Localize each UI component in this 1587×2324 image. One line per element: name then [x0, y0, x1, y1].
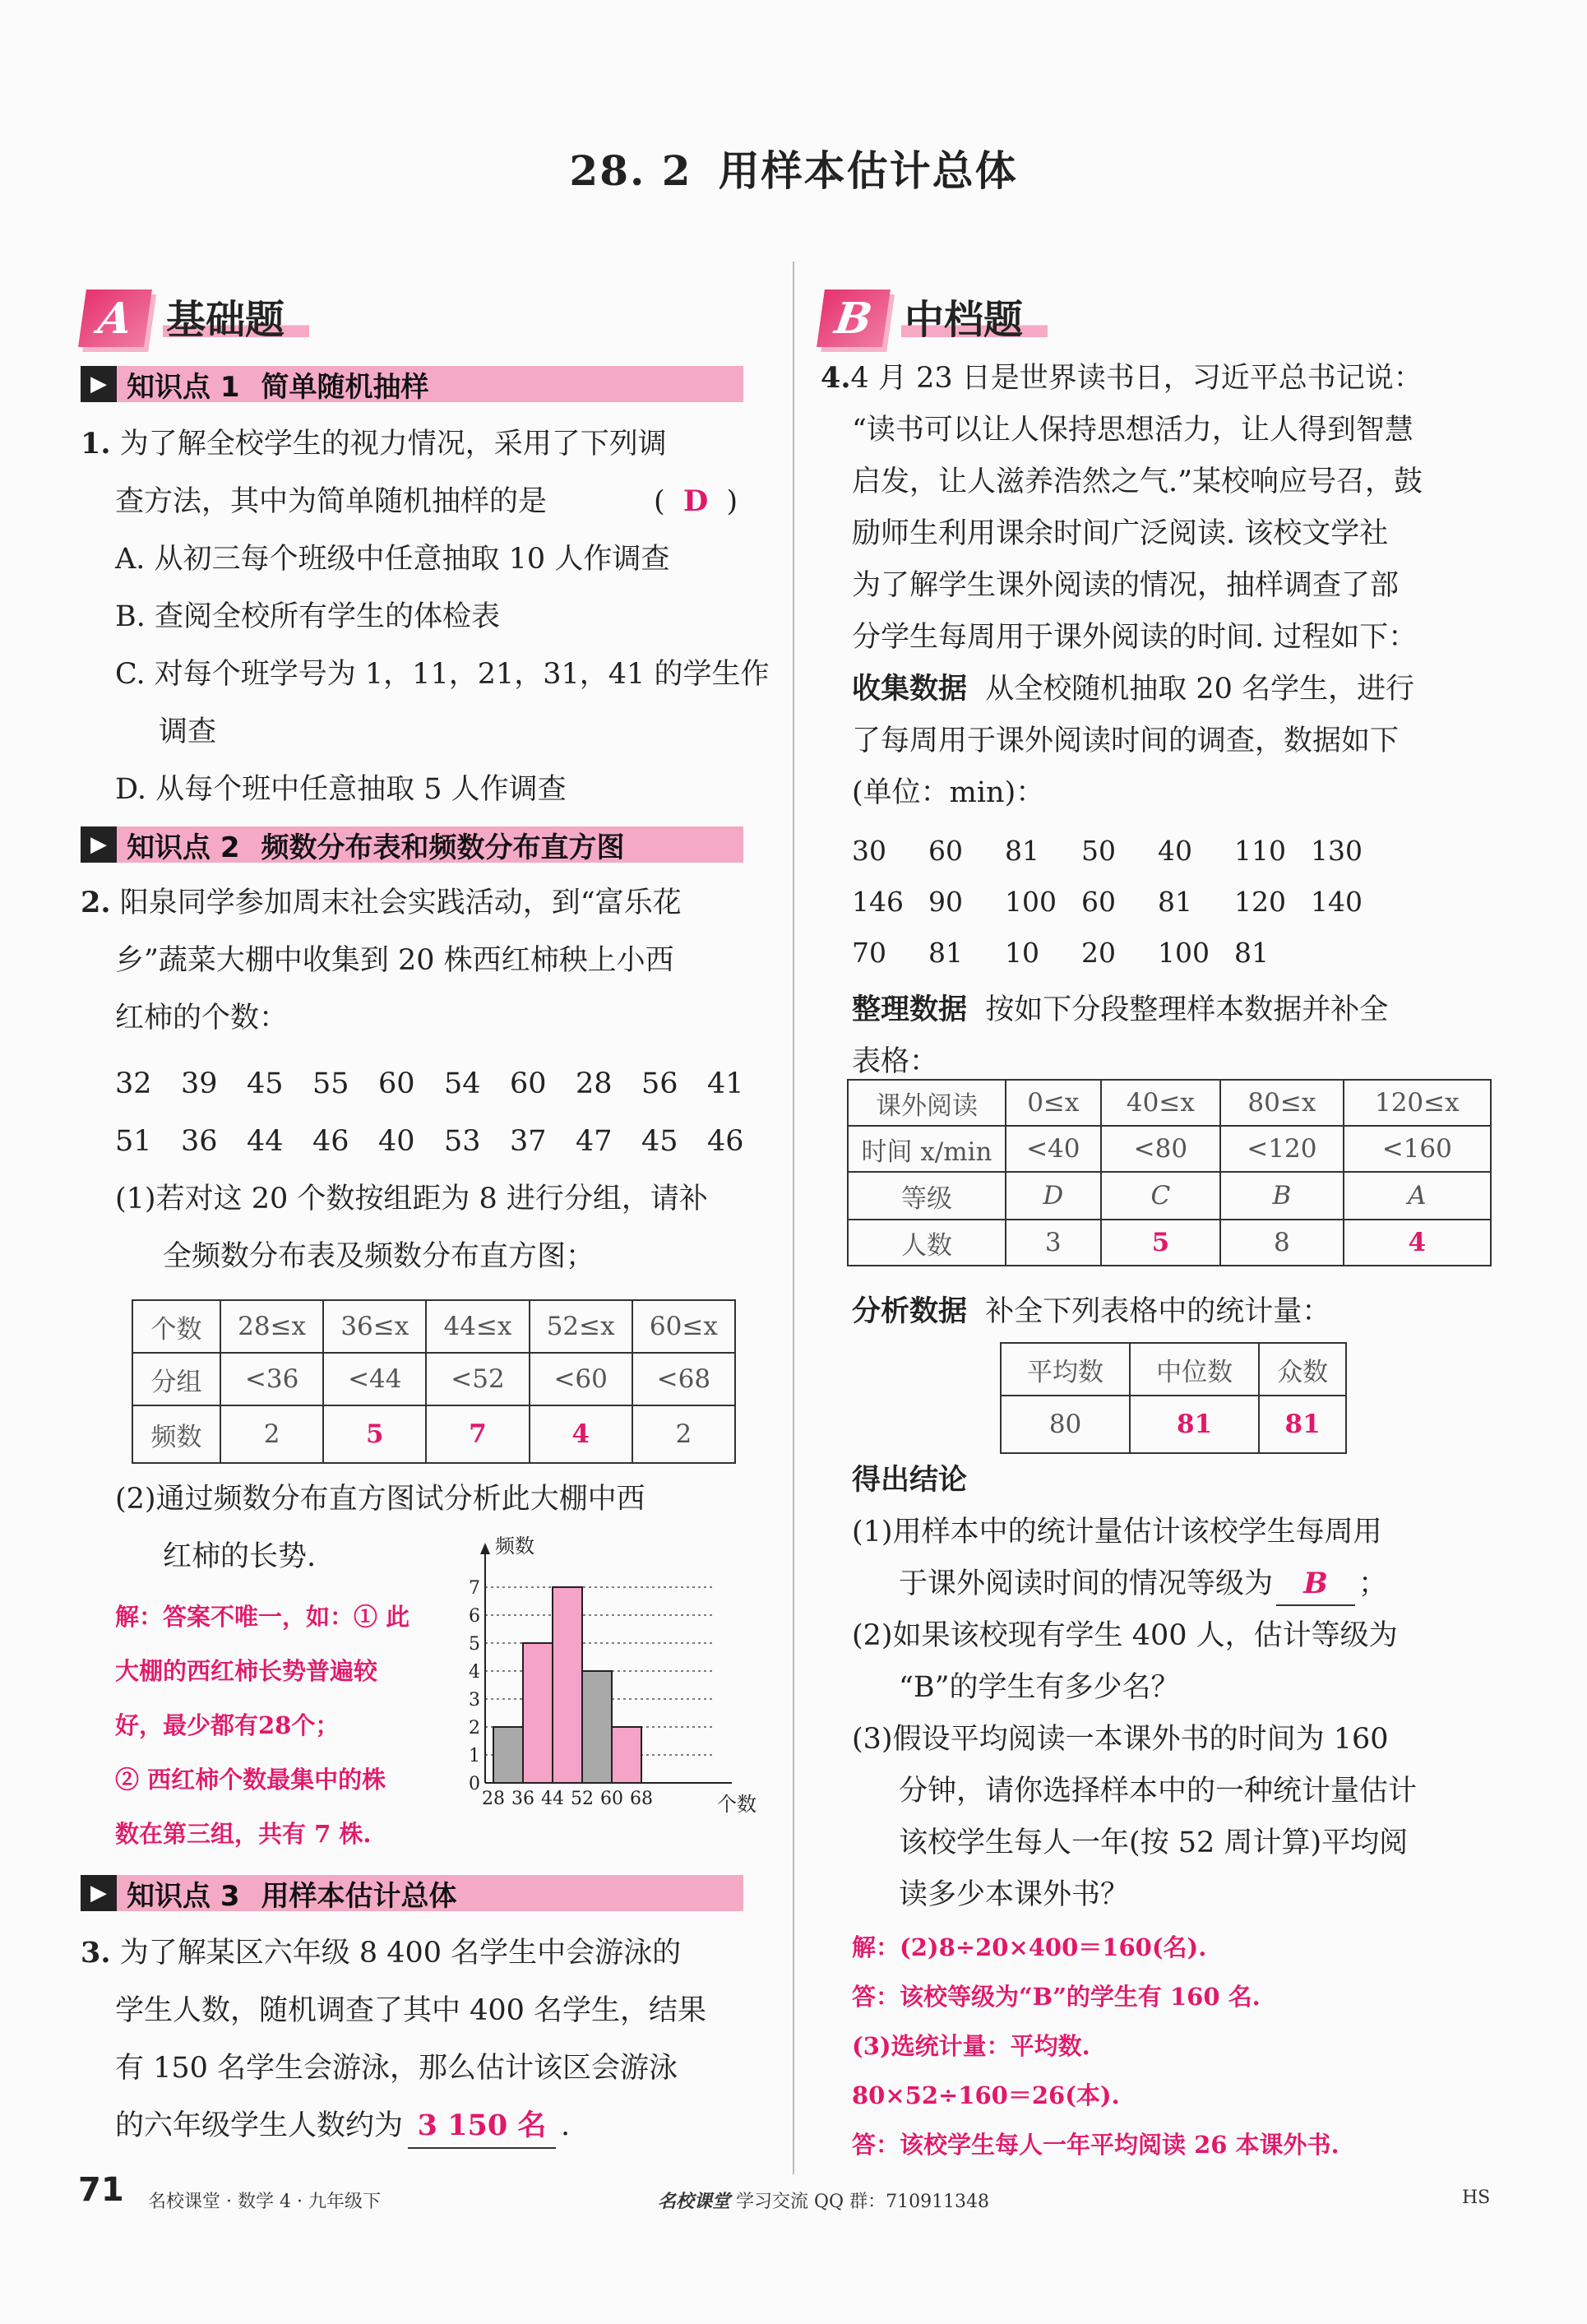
data-value: 81 — [1005, 835, 1039, 867]
q4-data-row-3 — [852, 924, 1311, 982]
data-value: 110 — [1234, 835, 1286, 867]
q4-data-row-1 — [852, 822, 1387, 880]
section-a-badge — [82, 288, 309, 348]
data-value: 10 — [1005, 937, 1039, 969]
data-value: 45 — [641, 1125, 678, 1158]
q2-line2: 乡”蔬菜大棚中收集到 20 株西红柿秧上小西 — [115, 944, 674, 977]
q4-solution-line4: 80×52÷160＝26(本). — [852, 2081, 1120, 2109]
data-value: 90 — [928, 886, 963, 918]
footer-code: HS — [1462, 2187, 1491, 2208]
q4-collect-line2: 了每周用于课外阅读时间的调查，数据如下 — [852, 725, 1400, 757]
play-icon: ▶ — [81, 826, 117, 863]
data-value: 36 — [181, 1125, 218, 1158]
data-value: 41 — [707, 1067, 744, 1100]
data-value: 56 — [641, 1067, 678, 1100]
section-b-label: 中档题 — [901, 288, 1048, 348]
q1-option-b: B. 查阅全校所有学生的体检表 — [115, 600, 500, 633]
q1-option-d: D. 从每个班中任意抽取 5 人作调查 — [115, 773, 567, 806]
q3-line3: 有 150 名学生会游泳，那么估计该区会游泳 — [115, 2052, 678, 2085]
x-tick-label: 44 — [541, 1789, 564, 1809]
histogram-bar — [553, 1587, 582, 1783]
data-value: 53 — [444, 1125, 481, 1158]
q4-c3-line2: 分钟，请你选择样本中的一种统计量估计 — [899, 1775, 1418, 1808]
q2-line1: 2. 阳泉同学参加周末社会实践活动，到“富乐花 — [81, 886, 682, 919]
data-value: 46 — [312, 1125, 349, 1158]
y-tick-label: 1 — [469, 1746, 480, 1766]
data-value: 146 — [852, 886, 904, 918]
q4-solution-line3: (3)选统计量：平均数. — [852, 2032, 1090, 2060]
data-value: 50 — [1081, 835, 1116, 867]
column-divider — [793, 262, 794, 2174]
collect-label: 收集数据 — [852, 673, 968, 706]
x-tick-label: 68 — [630, 1789, 653, 1809]
q2-solution-line2: 大棚的西红柿长势普遍较 — [115, 1657, 378, 1685]
q2-solution-line5: 数在第三组，共有 7 株. — [115, 1820, 372, 1848]
section-a-label: 基础题 — [163, 288, 309, 348]
data-value: 40 — [378, 1125, 415, 1158]
y-tick-label: 4 — [469, 1662, 480, 1683]
q4-c3-line4: 读多少本课外书？ — [899, 1878, 1130, 1911]
q2-data-row-1 — [115, 1055, 773, 1113]
q2-solution-line1: 解：答案不唯一，如：① 此 — [115, 1603, 410, 1631]
data-value: 60 — [1081, 886, 1116, 918]
data-value: 81 — [1234, 937, 1269, 969]
x-tick-label: 60 — [600, 1789, 623, 1809]
q4-c1-line2: 于课外阅读时间的情况等级为 B ； — [899, 1555, 1387, 1613]
q4-stats-table: 平均数 中位数 众数 80 81 81 — [1000, 1342, 1347, 1454]
data-value: 40 — [1158, 835, 1192, 867]
q4-collect-line1: 收集数据 从全校随机抽取 20 名学生，进行 — [852, 673, 1415, 706]
q1-answer-paren: ( D ) — [654, 484, 738, 518]
data-value: 81 — [928, 937, 963, 969]
histogram-bar — [493, 1727, 523, 1783]
data-value: 100 — [1158, 937, 1210, 969]
kp2-topic: 频数分布表和频数分布直方图 — [261, 831, 625, 864]
q4-line5: 为了解学生课外阅读的情况，抽样调查了部 — [852, 569, 1400, 602]
data-value: 30 — [852, 835, 886, 867]
analyze-label: 分析数据 — [852, 1295, 968, 1328]
data-value: 20 — [1081, 937, 1116, 969]
data-value: 54 — [444, 1067, 481, 1100]
data-value: 60 — [510, 1067, 547, 1100]
q4-solution-line5: 答：该校学生每人一年平均阅读 26 本课外书. — [852, 2131, 1339, 2159]
q4-c3-line1: (3)假设平均阅读一本课外书的时间为 160 — [852, 1723, 1389, 1756]
q4-c1-answer: B — [1276, 1563, 1355, 1606]
kp1-title: 知识点 1 — [127, 370, 240, 404]
q4-number: 4. — [821, 361, 851, 395]
q1-number: 1. — [81, 427, 111, 461]
y-axis-label: 频数 — [495, 1536, 534, 1558]
data-value: 140 — [1311, 886, 1363, 918]
data-value: 45 — [247, 1067, 284, 1100]
q4-collect-line3: (单位：min)： — [852, 776, 1045, 809]
kp3-title: 知识点 3 — [127, 1879, 240, 1913]
organize-label: 整理数据 — [852, 993, 968, 1026]
histogram-bar — [612, 1727, 641, 1783]
q2-solution-line3: 好，最少都有28个； — [115, 1711, 340, 1739]
q4-organize-line1: 整理数据 按如下分段整理样本数据并补全 — [852, 993, 1389, 1026]
q4-analyze-line: 分析数据 补全下列表格中的统计量： — [852, 1295, 1331, 1328]
q4-c1-line1: (1)用样本中的统计量估计该校学生每周用 — [852, 1516, 1382, 1549]
q1-option-c: C. 对每个班学号为 1，11，21，31，41 的学生作 — [115, 658, 770, 691]
data-value: 60 — [378, 1067, 415, 1100]
footer-brand-logo: 名校课堂 — [658, 2191, 731, 2212]
histogram-bar — [523, 1643, 553, 1783]
footer-book: 名校课堂 · 数学 4 · 九年级下 — [148, 2192, 381, 2212]
q4-data-row-2 — [852, 873, 1387, 931]
q2-number: 2. — [81, 886, 111, 919]
data-value: 39 — [181, 1067, 218, 1100]
data-value: 120 — [1234, 886, 1286, 918]
y-tick-label: 2 — [469, 1718, 480, 1738]
y-tick-label: 5 — [469, 1634, 480, 1655]
x-tick-label: 28 — [482, 1789, 505, 1809]
y-tick-label: 6 — [469, 1606, 480, 1627]
q4-c2-line1: (2)如果该校现有学生 400 人，估计等级为 — [852, 1619, 1398, 1652]
y-axis-arrow-icon — [480, 1543, 490, 1554]
q2-part2-line1: (2)通过频数分布直方图试分析此大棚中西 — [115, 1483, 645, 1516]
q2-data-row-2 — [115, 1113, 773, 1170]
data-value: 47 — [576, 1125, 613, 1158]
section-b-badge — [821, 288, 1048, 348]
knowledge-point-3-bar — [81, 1875, 743, 1911]
data-value: 28 — [576, 1067, 613, 1100]
q3-line2: 学生人数，随机调查了其中 400 名学生，结果 — [115, 1994, 707, 2027]
section-number: 28. 2 — [569, 146, 692, 195]
y-tick-label: 7 — [469, 1578, 480, 1599]
x-axis-label: 个数 — [717, 1793, 756, 1816]
q4-c3-line3: 该校学生每人一年(按 52 周计算)平均阅 — [899, 1826, 1409, 1859]
q4-solution-line1: 解：(2)8÷20×400＝160(名). — [852, 1933, 1207, 1961]
data-value: 81 — [1158, 886, 1192, 918]
q1-option-c-cont: 调查 — [159, 715, 217, 748]
q4-line2: “读书可以让人保持思想活力，让人得到智慧 — [852, 414, 1413, 447]
histogram-bar — [582, 1671, 612, 1783]
data-value: 60 — [928, 835, 963, 867]
q4-c2-line2: “B”的学生有多少名？ — [899, 1671, 1180, 1704]
knowledge-point-1-bar — [81, 366, 743, 402]
q1-line2: 查方法，其中为简单随机抽样的是 — [115, 485, 548, 518]
section-title: 用样本估计总体 — [718, 146, 1018, 195]
footer-qq: 名校课堂 学习交流 QQ 群：710911348 — [658, 2191, 990, 2212]
q2-part1-line1: (1)若对这 20 个数按组距为 8 进行分组，请补 — [115, 1183, 708, 1215]
conclude-label: 得出结论 — [852, 1464, 968, 1497]
knowledge-point-2-bar — [81, 826, 743, 863]
q3-line1: 3. 为了解某区六年级 8 400 名学生中会游泳的 — [81, 1936, 682, 1970]
q4-grade-table: 课外阅读 0≤x 40≤x 80≤x 120≤x 时间 x/min <40 <80 <120 <160 等级 D C B A 人数 3 5 8 4 — [847, 1079, 1492, 1266]
q4-solution-line2: 答：该校等级为“B”的学生有 160 名. — [852, 1983, 1261, 2011]
play-icon: ▶ — [81, 1875, 117, 1911]
data-value: 130 — [1311, 835, 1363, 867]
q1-answer: D — [682, 484, 709, 518]
page-number: 71 — [78, 2171, 124, 2209]
q2-line3: 红柿的个数： — [115, 1002, 289, 1035]
q3-line4: 的六年级学生人数约为 3 150 名 . — [115, 2097, 570, 2155]
q4-organize-line2: 表格： — [852, 1045, 939, 1078]
frequency-histogram — [444, 1536, 773, 1826]
q2-part1-line2: 全频数分布表及频数分布直方图； — [163, 1240, 595, 1273]
x-tick-label: 52 — [571, 1789, 594, 1809]
data-value: 55 — [312, 1067, 349, 1100]
data-value: 51 — [115, 1125, 152, 1158]
x-tick-label: 36 — [511, 1789, 534, 1809]
q4-line6: 分学生每周用于课外阅读的时间. 过程如下： — [852, 621, 1418, 654]
q2-part2-line2: 红柿的长势. — [163, 1540, 317, 1573]
q1-option-a: A. 从初三每个班级中任意抽取 10 人作调查 — [115, 543, 670, 576]
play-icon: ▶ — [81, 366, 117, 402]
q1-line1: 1. 为了解全校学生的视力情况，采用了下列调 — [81, 427, 667, 461]
data-value: 32 — [115, 1067, 152, 1100]
q2-solution-line4: ② 西红柿个数最集中的株 — [115, 1766, 386, 1794]
y-tick-label: 3 — [469, 1690, 480, 1711]
kp2-title: 知识点 2 — [127, 831, 240, 864]
section-a-letter: A — [78, 289, 152, 347]
data-value: 44 — [247, 1125, 284, 1158]
y-tick-label: 0 — [469, 1774, 480, 1794]
kp3-topic: 用样本估计总体 — [261, 1879, 457, 1913]
page-title — [0, 138, 1587, 197]
q4-line3: 启发，让人滋养浩然之气.”某校响应号召，鼓 — [852, 465, 1423, 498]
q4-line4: 励师生利用课余时间广泛阅读. 该校文学社 — [852, 517, 1389, 550]
data-value: 100 — [1005, 886, 1057, 918]
section-b-letter: B — [817, 289, 891, 347]
q3-answer: 3 150 名 — [408, 2104, 556, 2149]
q2-frequency-table: 个数 28≤x 36≤x 44≤x 52≤x 60≤x 分组 <36 <44 <52 <60 <68 频数 2 5 7 4 2 — [132, 1299, 736, 1464]
kp1-topic: 简单随机抽样 — [261, 370, 429, 404]
q4-line1: 4.4 月 23 日是世界读书日，习近平总书记说： — [821, 361, 1423, 395]
q3-number: 3. — [81, 1936, 111, 1970]
data-value: 70 — [852, 937, 886, 969]
data-value: 37 — [510, 1125, 547, 1158]
data-value: 46 — [707, 1125, 744, 1158]
